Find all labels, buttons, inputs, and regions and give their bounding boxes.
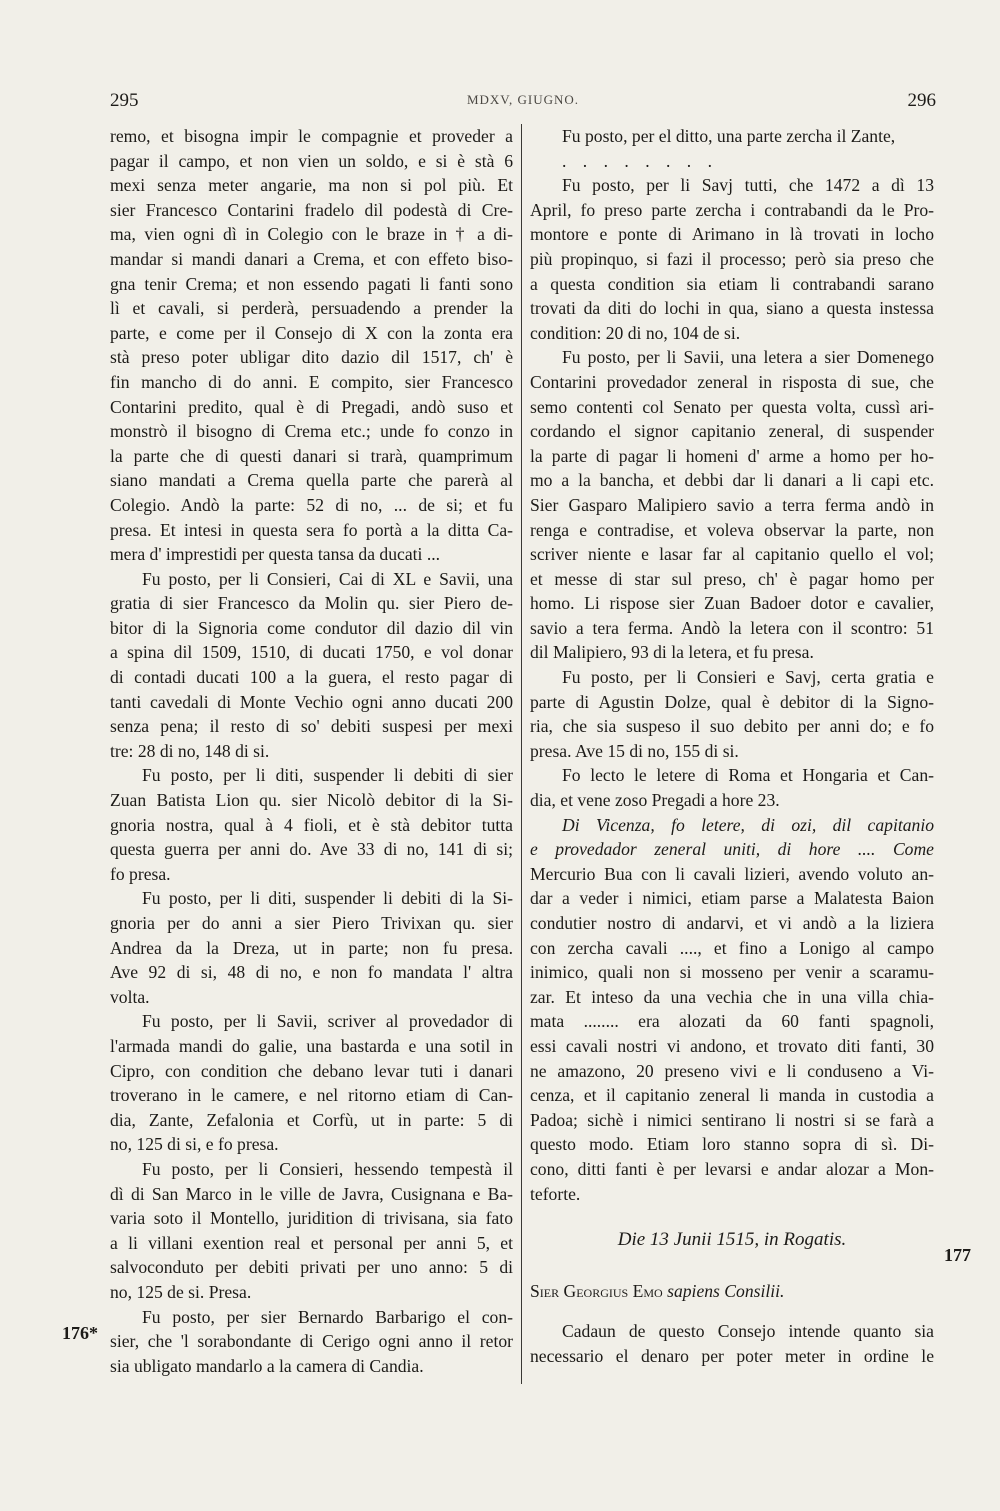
- text-line: ne amazono, 20 preseno vivi e li conduseno a Vi-: [530, 1060, 934, 1081]
- page-header: [110, 90, 936, 116]
- text-line: e provedador zeneral uniti, di hore .... Come: [530, 839, 934, 860]
- text-line: pagar il campo, et non vien un soldo, e si è stà 6: [110, 150, 513, 171]
- text-line: Fu posto, per li Consieri e Savj, certa gratia e: [562, 667, 934, 688]
- text-line: dia, et vene zoso Pregadi a hore 23.: [530, 790, 780, 811]
- text-line: lì et cavali, si perderà, persuadendo a prender la: [110, 298, 513, 319]
- text-line: remo, et bisogna impir le compagnie et proveder a: [110, 126, 513, 146]
- text-line: mo a la bancha, et debbi dar li danari a li capi etc.: [530, 470, 934, 491]
- text-line: ria, che sia suspeso il suo debito per anni do; e fo: [530, 716, 934, 737]
- text-line: Cipro, con condition che debano levar tuti i danari: [110, 1060, 513, 1081]
- margin-note-left: 176*: [62, 1323, 98, 1343]
- left-column: [110, 124, 513, 1378]
- text-line: presa. Et intesi in questa sera fo portà a la ditta Ca-: [110, 519, 513, 540]
- text-line: questa guerra per anni do. Ave 33 di no, 141 di si;: [110, 839, 513, 860]
- text-line: mexi senza meter angarie, ma non si pol più. Et: [110, 175, 513, 196]
- text-line: salvoconduto per debiti privati per uno anno: 5 di: [110, 1257, 513, 1278]
- text-line: semo contenti col Senato per questa volta, cussì ari-: [530, 396, 934, 417]
- text-line: Contarini predito, qual è di Pregadi, andò suso et: [110, 396, 513, 417]
- text-line: Mercurio Bua con li cavali lizieri, avendo voluto an-: [530, 863, 934, 884]
- text-line: essi cavali nostri vi andono, et trovato diti fanti, 30: [530, 1035, 934, 1056]
- text-line: Fu posto, per li diti, suspender li debiti di la Si-: [142, 888, 513, 909]
- text-line: gratia di sier Francesco da Molin qu. sier Piero de-: [110, 593, 513, 614]
- text-line: parte di Agustin Dolze, qual è debitor di la Signo-: [530, 691, 934, 712]
- text-line: homo. Li rispose sier Zuan Badoer dotor e cavalier,: [530, 593, 934, 614]
- text-line: la parte di pagar li homeni d' arme a homo per ho-: [530, 445, 934, 466]
- text-line: varia soto il Montello, juridition di trivisana, sia fato: [110, 1208, 513, 1229]
- text-line: Fu posto, per el ditto, una parte zercha il Zante,: [562, 126, 896, 146]
- text-line: bitor di la Signoria come condutor dil dazio dil vin: [110, 617, 513, 638]
- text-line: necessario el denaro per poter meter in ordine le: [530, 1345, 934, 1366]
- text-line: a questa condition sia etiam li contrabandi sarano: [530, 273, 934, 294]
- text-line: stà preso poter ubligar dito dazio dil 1517, ch' è: [110, 347, 513, 368]
- right-column: [530, 124, 934, 1369]
- spacer: [530, 1303, 934, 1319]
- column-divider: [521, 124, 522, 1384]
- text-line: Di Vicenza, fo letere, di ozi, dil capitanio: [562, 814, 934, 835]
- section-heading: Die 13 Junii 1515, in Rogatis.: [617, 1229, 847, 1251]
- text-line: savio a tera ferma. Andò la letera con il scontro: 51: [530, 617, 934, 638]
- text-line: Fu posto, per li Savii, una letera a sier Domenego: [562, 347, 934, 368]
- text-line: sia ubligato mandarlo a la camera di Candia.: [110, 1355, 424, 1376]
- text-line: no, 125 di si, e fo presa.: [110, 1134, 279, 1155]
- text-line: Fo lecto le letere di Roma et Hongaria et Can-: [562, 765, 934, 786]
- text-line: et messe di star sul preso, ch' è pagar homo per: [530, 568, 934, 589]
- text-line: Contarini provedador zeneral in risposta di sue, che: [530, 371, 934, 392]
- text-line: cono, ditti fanti è per levarsi e andar alozar a Mon-: [530, 1158, 934, 1179]
- text-line: mera d' imprestidi per questa tansa da ducati ...: [110, 544, 441, 565]
- text-line: senza pena; il resto di so' debiti suspesi per mexi: [110, 716, 513, 737]
- text-line: troverano in le camere, e nel ritorno etiam di Can-: [110, 1085, 513, 1106]
- text-line: più propinquo, si fazi il processo; però sia preso che: [530, 248, 934, 269]
- page-number-left: 295: [110, 90, 139, 111]
- text-line: scriver niente e lasar far al capitanio quello el vol;: [530, 544, 934, 565]
- text-line: gnoria per do anni a sier Piero Trivixan qu. sier: [110, 913, 513, 933]
- text-line: . . . . . . . .: [562, 150, 718, 171]
- text-line: Fu posto, per sier Bernardo Barbarigo el con-: [142, 1306, 513, 1327]
- text-line: mata ........ era alozati da 60 fanti spagnoli,: [530, 1011, 934, 1032]
- text-line: dia, Zante, Zefalonia et Corfù, ut in parte: 5 di: [110, 1109, 513, 1130]
- speaker-line: [530, 1279, 934, 1304]
- text-line: Andrea da la Dreza, ut in parte; non fu presa.: [110, 937, 513, 958]
- text-line: renga e contradise, et voleva observar la parte, non: [530, 519, 934, 540]
- text-line: dil Malipiero, 93 di la letera, et fu presa.: [530, 642, 814, 663]
- text-line: dì di San Marco in le ville de Javra, Cusignana e Ba-: [110, 1183, 513, 1204]
- text-line: Fu posto, per li Consieri, hessendo tempestà il: [142, 1158, 513, 1179]
- text-line: condutier nostro di andarvi, et vi andò a la liziera: [530, 913, 934, 933]
- text-line: fo presa.: [110, 863, 171, 884]
- text-line: con zercha cavali ...., et fino a Lonigo al campo: [530, 937, 934, 958]
- text-line: trovati da diti do lochi in qua, siano a questa instessa: [530, 298, 934, 319]
- speaker-name: Sier Georgius Emo: [530, 1280, 663, 1301]
- text-line: inimico, quali non si mosseno per venir a scaramu-: [530, 962, 934, 983]
- text-line: Padoa; sichè i nimici sentirano li nostri si se farà a: [530, 1109, 934, 1130]
- text-line: di contadi ducati 100 a la guera, el resto pagar di: [110, 667, 513, 688]
- text-line: sier Francesco Contarini fradelo dil podestà di Cre-: [110, 199, 513, 220]
- running-title: MDXV, GIUGNO.: [466, 92, 580, 107]
- text-line: Sier Gasparo Malipiero savio a terra ferma andò in: [530, 494, 934, 515]
- text-line: montore e ponte di Arimano in là trovati in locho: [530, 224, 934, 245]
- text-line: l'armada mandi do galie, una bastarda e una sotil in: [110, 1035, 513, 1056]
- text-line: la parte che di questi danari si trarà, quamprimum: [110, 445, 513, 466]
- text-line: Colegio. Andò la parte: 52 di no, ... de si; et fu: [110, 494, 513, 515]
- text-line: tre: 28 di no, 148 di si.: [110, 740, 270, 761]
- text-line: condition: 20 di no, 104 de si.: [530, 322, 741, 343]
- text-line: April, fo preso parte zercha i contrabandi da le Pro-: [530, 199, 934, 220]
- text-line: no, 125 de si. Presa.: [110, 1281, 252, 1302]
- text-line: presa. Ave 15 di no, 155 di si.: [530, 740, 739, 761]
- text-line: volta.: [110, 986, 150, 1007]
- margin-note-right: 177: [944, 1245, 971, 1265]
- text-line: a spina dil 1509, 1510, di ducati 1750, e vol donar: [110, 642, 513, 663]
- text-line: cenza, et il capitanio zeneral li manda in custodia a: [530, 1085, 934, 1106]
- speaker-role: sapiens Consilii.: [667, 1280, 785, 1301]
- text-line: gnoria nostra, qual à 4 fioli, et è stà debitor tutta: [110, 814, 513, 835]
- page-number-right: 296: [907, 90, 936, 111]
- text-line: monstrò il bisogno di Crema etc.; unde fo conzo in: [110, 421, 513, 442]
- text-line: tanti cavedali di Monte Vechio ogni anno ducati 200: [110, 691, 513, 712]
- text-line: Fu posto, per li diti, suspender li debiti di sier: [142, 765, 513, 786]
- text-line: Cadaun de questo Consejo intende quanto sia: [562, 1321, 934, 1342]
- text-line: Fu posto, per li Savj tutti, che 1472 a dì 13: [562, 175, 934, 196]
- text-line: siano mandati a Crema quella parte che parerà al: [110, 470, 513, 491]
- text-line: Zuan Batista Lion qu. sier Nicolò debitor di la Si-: [110, 790, 513, 811]
- text-line: parte, e come per il Consejo di X con la zonta era: [110, 322, 513, 343]
- text-line: questo modo. Etiam loro stanno sopra di sì. Di-: [530, 1134, 934, 1155]
- text-line: ma, vien ogni dì in Colegio con le braze in † a di-: [110, 224, 513, 245]
- text-line: Fu posto, per li Consieri, Cai di XL e Savii, una: [142, 568, 513, 589]
- text-line: cordando el signor capitanio zeneral, di suspender: [530, 421, 934, 442]
- text-line: Fu posto, per li Savii, scriver al provedador di: [142, 1011, 513, 1032]
- text-line: fin mancho di do anni. E compito, sier Francesco: [110, 371, 513, 392]
- text-line: teforte.: [530, 1183, 581, 1204]
- text-line: a li villani exention real et personal per anni 5, et: [110, 1232, 513, 1253]
- text-line: gna tenir Crema; et non essendo pagati li fanti sono: [110, 273, 513, 294]
- text-line: dar a veder i nimici, etiam parse a Malatesta Baion: [530, 888, 934, 909]
- text-line: zar. Et inteso da una vechia che in una villa chia-: [530, 986, 934, 1007]
- text-line: mandar si mandi danari a Crema, et con effeto biso-: [110, 248, 513, 269]
- text-line: sier, che 'l sorabondante di Cerigo ogni anno il retor: [110, 1331, 513, 1352]
- text-line: Ave 92 di si, 48 di no, e non fo mandata l' altra: [110, 962, 513, 983]
